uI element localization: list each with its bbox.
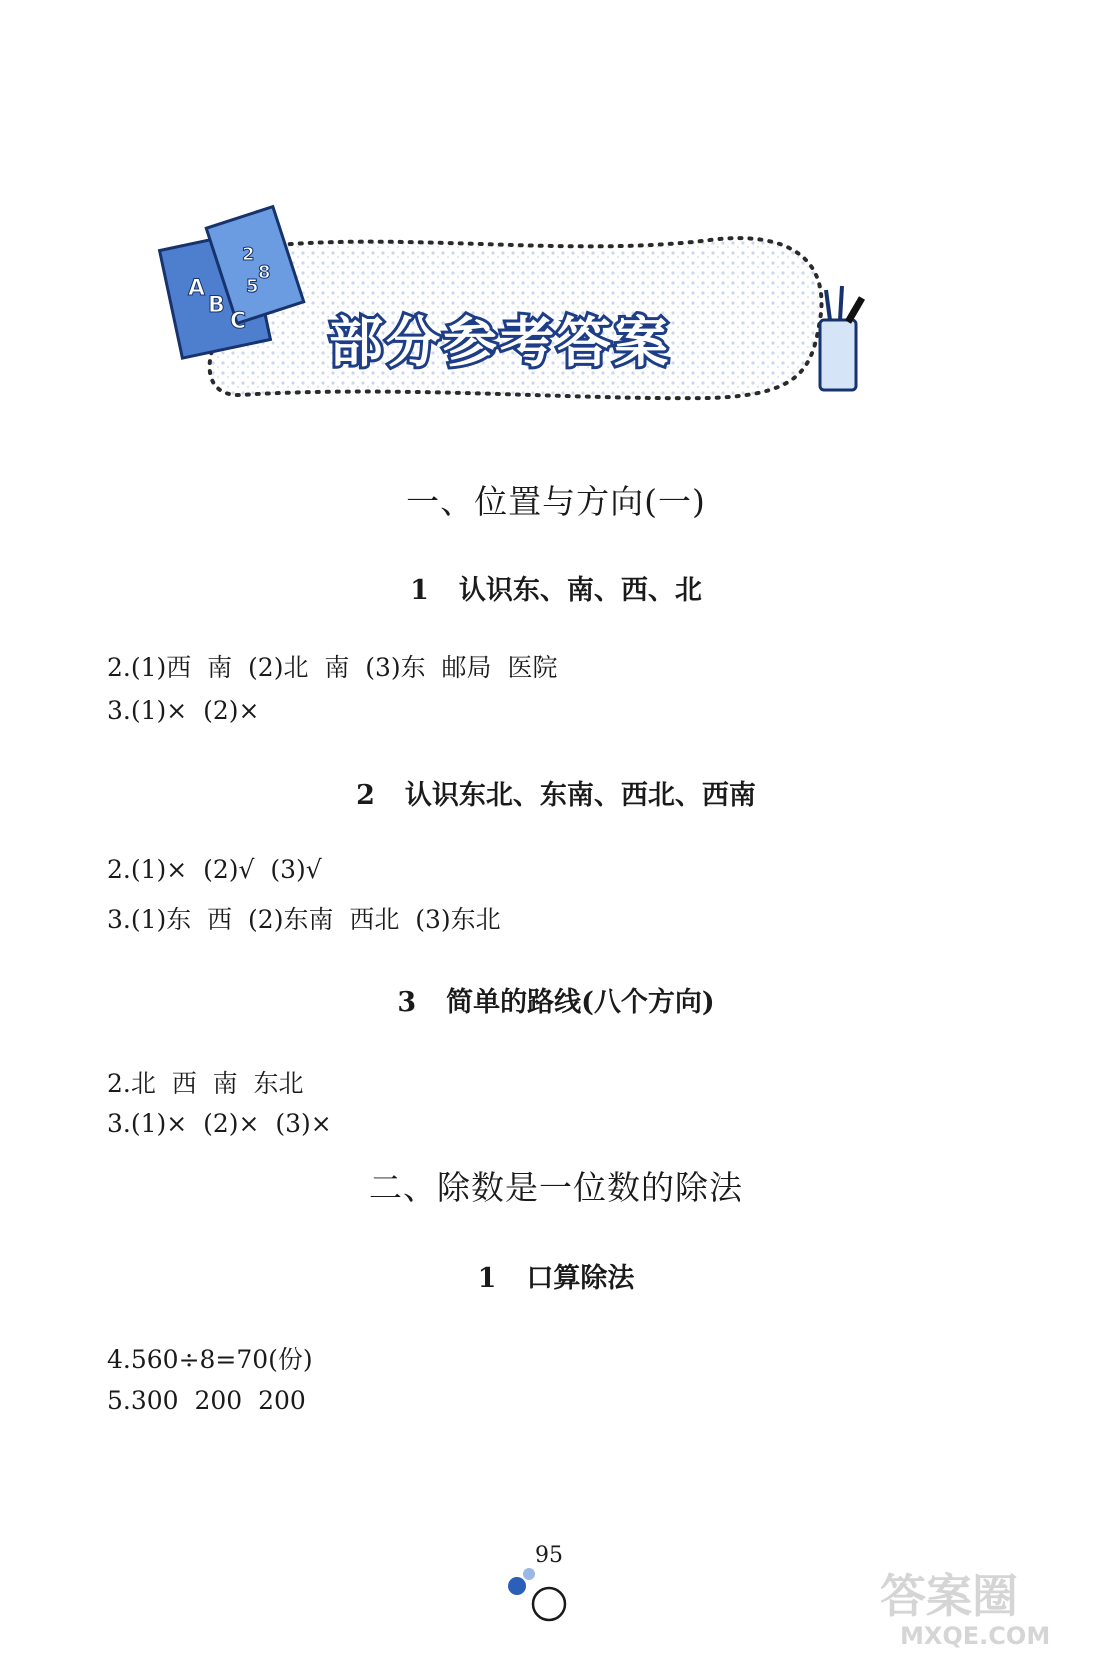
subsection-number: 2 bbox=[356, 780, 375, 811]
page-number: 95 bbox=[535, 1543, 563, 1568]
page-number-decoration bbox=[505, 1560, 585, 1630]
subsection-heading-4 bbox=[0, 1256, 1112, 1295]
answer-line: 3.(1)× (2)× (3)× bbox=[107, 1109, 332, 1138]
subsection-heading-2 bbox=[0, 773, 1112, 812]
section-heading-1: 一、位置与方向(一) bbox=[406, 482, 706, 521]
answer-line: 2.北 西 南 东北 bbox=[107, 1069, 304, 1098]
subsection-title: 简单的路线(八个方向) bbox=[446, 987, 715, 1018]
answer-line: 4.560÷8=70(份) bbox=[107, 1345, 313, 1374]
svg-text:A: A bbox=[188, 276, 206, 301]
svg-text:5: 5 bbox=[246, 276, 259, 297]
watermark-logo: 答案圈 bbox=[880, 1569, 1018, 1623]
svg-text:B: B bbox=[208, 293, 225, 318]
answer-line: 3.(1)× (2)× bbox=[107, 696, 260, 725]
subsection-title: 口算除法 bbox=[526, 1263, 635, 1294]
answer-line: 3.(1)东 西 (2)东南 西北 (3)东北 bbox=[107, 905, 501, 934]
answer-line: 2.(1)× (2)√ (3)√ bbox=[107, 855, 322, 884]
answer-line: 2.(1)西 南 (2)北 南 (3)东 邮局 医院 bbox=[107, 653, 558, 682]
subsection-title: 认识东北、东南、西北、西南 bbox=[404, 780, 756, 811]
pen-cup-icon bbox=[820, 286, 862, 390]
subsection-number: 3 bbox=[397, 987, 417, 1018]
svg-text:2: 2 bbox=[242, 244, 255, 265]
subsection-title: 认识东、南、西、北 bbox=[458, 575, 702, 606]
subsection-number: 1 bbox=[477, 1263, 497, 1294]
watermark bbox=[880, 1560, 1100, 1660]
section-heading-2: 二、除数是一位数的除法 bbox=[369, 1168, 743, 1207]
watermark-url: MXQE.COM bbox=[900, 1622, 1051, 1650]
subsection-heading-3 bbox=[0, 980, 1112, 1019]
svg-text:C: C bbox=[230, 309, 247, 334]
subsection-heading-1 bbox=[0, 568, 1112, 607]
answer-line: 5.300 200 200 bbox=[107, 1386, 306, 1415]
svg-text:8: 8 bbox=[258, 262, 271, 283]
banner-title: 部分参考答案 bbox=[329, 311, 671, 374]
subsection-number: 1 bbox=[410, 575, 429, 606]
